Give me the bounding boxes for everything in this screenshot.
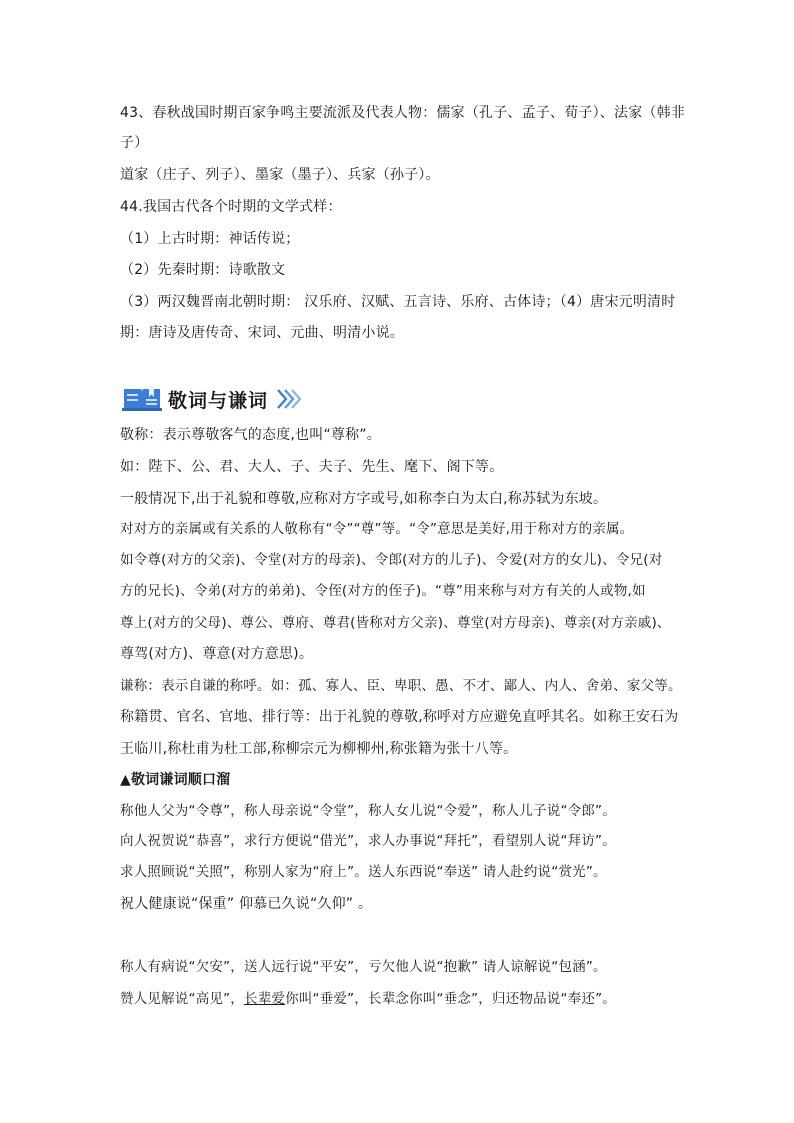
text-line [120,989,616,1009]
text-line: 如：陛下、公、君、大人、子、夫子、先生、麾下、阁下等。 [120,459,504,475]
subheading: ▲敬词谦词顺口溜 [120,772,231,788]
chevron-right-icon [276,388,302,410]
text-line: 称他人父为“令尊”，称人母亲说“令堂”，称人女儿说“令爱”，称人儿子说“令郎”。 [120,803,616,819]
text-span: 你叫“垂爱”，长辈念你叫“垂念”，归还物品说“奉还”。 [285,991,616,1007]
text-span: 赞人见解说“高见”， [120,991,244,1007]
text-line: 43、春秋战国时期百家争鸣主要流派及代表人物：儒家（孔子、孟子、荀子）、法家（韩非 [120,105,686,121]
underlined-text: 长辈爱 [244,991,286,1007]
text-line: 一般情况下,出于礼貌和尊敬,应称对方字或号,如称李白为太白,称苏轼为东坡。 [120,491,608,507]
text-line: （2）先秦时期：诗歌散文 [120,262,286,278]
text-line: 称籍贯、官名、官地、排行等：出于礼貌的尊敬,称呼对方应避免直呼其名。如称王安石为 [120,709,679,725]
text-line: 对对方的亲属或有关系的人敬称有“令”“尊”等。“令”意思是美好,用于称对方的亲属。 [120,521,634,537]
text-line: 求人照顾说“关照”，称别人家为“府上”。送人东西说“奉送” 请人赴约说“赏光”。 [120,864,607,880]
text-line: 期：唐诗及唐传奇、宋词、元曲、明清小说。 [120,325,404,341]
text-line: 向人祝贺说“恭喜”，求行方便说“借光”，求人办事说“拜托”，看望别人说“拜访”。 [120,833,616,849]
text-line: 王临川,称杜甫为杜工部,称柳宗元为柳柳州,称张籍为张十八等。 [120,741,518,757]
text-line: （1）上古时期：神话传说； [120,231,300,247]
text-line: 如令尊(对方的父亲)、令堂(对方的母亲)、令郎(对方的儿子)、令爱(对方的女儿)、令兄(对 [120,552,663,568]
section-header [122,383,302,415]
text-line: 尊上(对方的父母)、尊公、尊府、尊君(皆称对方父亲)、尊堂(对方母亲)、尊亲(对方亲戚)、 [120,615,671,631]
text-line: 方的兄长)、令弟(对方的弟弟)、令侄(对方的侄子)。“尊”用来称与对方有关的人或物,如 [120,583,646,599]
text-line: 道家（庄子、列子）、墨家（墨子）、兵家（孙子）。 [120,167,440,183]
text-line: 44.我国古代各个时期的文学式样： [120,199,342,215]
text-line: 称人有病说“欠安”，送人远行说“平安”，亏欠他人说“抱歉” 请人谅解说“包涵”。 [120,959,607,975]
book-icon [122,384,162,414]
text-line: 子） [120,135,149,151]
text-line: 敬称：表示尊敬客气的态度,也叫“尊称”。 [120,427,381,443]
text-line: （3）两汉魏晋南北朝时期： 汉乐府、汉赋、五言诗、乐府、古体诗；（4）唐宋元明清时 [120,294,676,310]
text-line: 祝人健康说“保重” 仰慕已久说“久仰” 。 [120,896,373,912]
section-title: 敬词与谦词 [168,389,269,412]
text-line: 尊驾(对方)、尊意(对方意思)。 [120,646,314,662]
text-line: 谦称：表示自谦的称呼。如：孤、寡人、臣、卑职、愚、不才、鄙人、内人、舍弟、家父等。 [120,678,682,694]
